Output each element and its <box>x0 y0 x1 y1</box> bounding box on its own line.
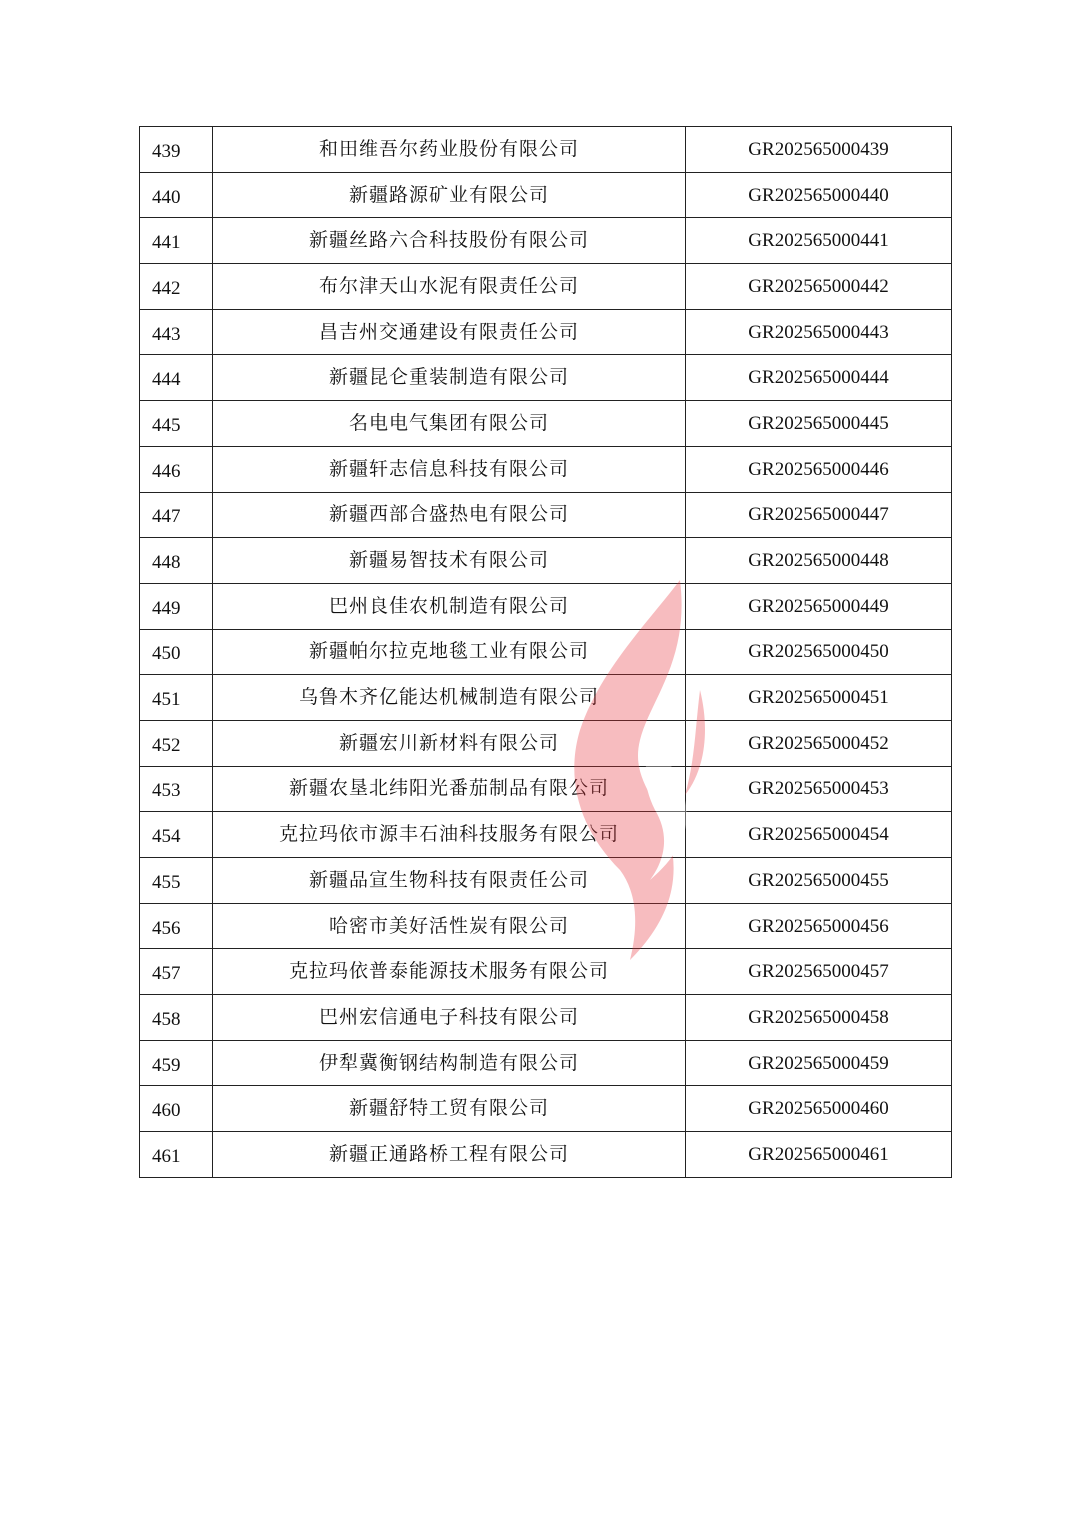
company-name: 新疆农垦北纬阳光番茄制品有限公司 <box>213 766 686 812</box>
company-name: 新疆路源矿业有限公司 <box>213 172 686 218</box>
certificate-code: GR202565000447 <box>686 492 952 538</box>
company-name: 哈密市美好活性炭有限公司 <box>213 903 686 949</box>
company-name: 新疆正通路桥工程有限公司 <box>213 1132 686 1178</box>
row-number: 440 <box>140 172 213 218</box>
table-row <box>140 492 952 538</box>
company-name: 伊犁冀衡钢结构制造有限公司 <box>213 1040 686 1086</box>
certificate-code: GR202565000456 <box>686 903 952 949</box>
company-name: 乌鲁木齐亿能达机械制造有限公司 <box>213 675 686 721</box>
table-body <box>140 127 952 1178</box>
company-name: 克拉玛依市源丰石油科技服务有限公司 <box>213 812 686 858</box>
company-registry-table <box>139 126 952 1178</box>
certificate-code: GR202565000448 <box>686 538 952 584</box>
table-row <box>140 446 952 492</box>
row-number: 446 <box>140 446 213 492</box>
company-name: 克拉玛依普泰能源技术服务有限公司 <box>213 949 686 995</box>
company-name: 新疆帕尔拉克地毯工业有限公司 <box>213 629 686 675</box>
company-name: 新疆舒特工贸有限公司 <box>213 1086 686 1132</box>
certificate-code: GR202565000440 <box>686 172 952 218</box>
row-number: 443 <box>140 309 213 355</box>
row-number: 445 <box>140 401 213 447</box>
row-number: 444 <box>140 355 213 401</box>
certificate-code: GR202565000459 <box>686 1040 952 1086</box>
row-number: 447 <box>140 492 213 538</box>
table-row <box>140 812 952 858</box>
company-name: 巴州宏信通电子科技有限公司 <box>213 995 686 1041</box>
table-row <box>140 629 952 675</box>
certificate-code: GR202565000449 <box>686 583 952 629</box>
table-row <box>140 903 952 949</box>
table-row <box>140 264 952 310</box>
company-name: 新疆西部合盛热电有限公司 <box>213 492 686 538</box>
certificate-code: GR202565000453 <box>686 766 952 812</box>
table-row <box>140 1040 952 1086</box>
certificate-code: GR202565000439 <box>686 127 952 173</box>
company-name: 新疆丝路六合科技股份有限公司 <box>213 218 686 264</box>
company-name: 巴州良佳农机制造有限公司 <box>213 583 686 629</box>
certificate-code: GR202565000457 <box>686 949 952 995</box>
certificate-code: GR202565000443 <box>686 309 952 355</box>
company-name: 新疆宏川新材料有限公司 <box>213 720 686 766</box>
row-number: 457 <box>140 949 213 995</box>
certificate-code: GR202565000445 <box>686 401 952 447</box>
certificate-code: GR202565000451 <box>686 675 952 721</box>
certificate-code: GR202565000452 <box>686 720 952 766</box>
company-name: 名电电气集团有限公司 <box>213 401 686 447</box>
certificate-code: GR202565000442 <box>686 264 952 310</box>
company-name: 新疆轩志信息科技有限公司 <box>213 446 686 492</box>
row-number: 459 <box>140 1040 213 1086</box>
table-row <box>140 401 952 447</box>
certificate-code: GR202565000446 <box>686 446 952 492</box>
company-name: 和田维吾尔药业股份有限公司 <box>213 127 686 173</box>
row-number: 455 <box>140 858 213 904</box>
table-row <box>140 172 952 218</box>
certificate-code: GR202565000460 <box>686 1086 952 1132</box>
certificate-code: GR202565000455 <box>686 858 952 904</box>
certificate-code: GR202565000458 <box>686 995 952 1041</box>
row-number: 456 <box>140 903 213 949</box>
table-row <box>140 309 952 355</box>
table-row <box>140 538 952 584</box>
row-number: 453 <box>140 766 213 812</box>
row-number: 442 <box>140 264 213 310</box>
row-number: 458 <box>140 995 213 1041</box>
table-row <box>140 766 952 812</box>
certificate-code: GR202565000454 <box>686 812 952 858</box>
table-row <box>140 1086 952 1132</box>
table-row <box>140 218 952 264</box>
table-row <box>140 583 952 629</box>
table-row <box>140 675 952 721</box>
row-number: 454 <box>140 812 213 858</box>
table-row <box>140 858 952 904</box>
row-number: 450 <box>140 629 213 675</box>
table-row <box>140 995 952 1041</box>
row-number: 441 <box>140 218 213 264</box>
row-number: 452 <box>140 720 213 766</box>
table-row <box>140 949 952 995</box>
certificate-code: GR202565000461 <box>686 1132 952 1178</box>
row-number: 448 <box>140 538 213 584</box>
table-row <box>140 127 952 173</box>
row-number: 451 <box>140 675 213 721</box>
table-row <box>140 720 952 766</box>
certificate-code: GR202565000450 <box>686 629 952 675</box>
table-row <box>140 1132 952 1178</box>
row-number: 439 <box>140 127 213 173</box>
certificate-code: GR202565000444 <box>686 355 952 401</box>
certificate-code: GR202565000441 <box>686 218 952 264</box>
company-name: 新疆易智技术有限公司 <box>213 538 686 584</box>
company-name: 布尔津天山水泥有限责任公司 <box>213 264 686 310</box>
row-number: 461 <box>140 1132 213 1178</box>
company-name: 新疆品宣生物科技有限责任公司 <box>213 858 686 904</box>
company-name: 昌吉州交通建设有限责任公司 <box>213 309 686 355</box>
row-number: 449 <box>140 583 213 629</box>
table-row <box>140 355 952 401</box>
row-number: 460 <box>140 1086 213 1132</box>
company-name: 新疆昆仑重装制造有限公司 <box>213 355 686 401</box>
